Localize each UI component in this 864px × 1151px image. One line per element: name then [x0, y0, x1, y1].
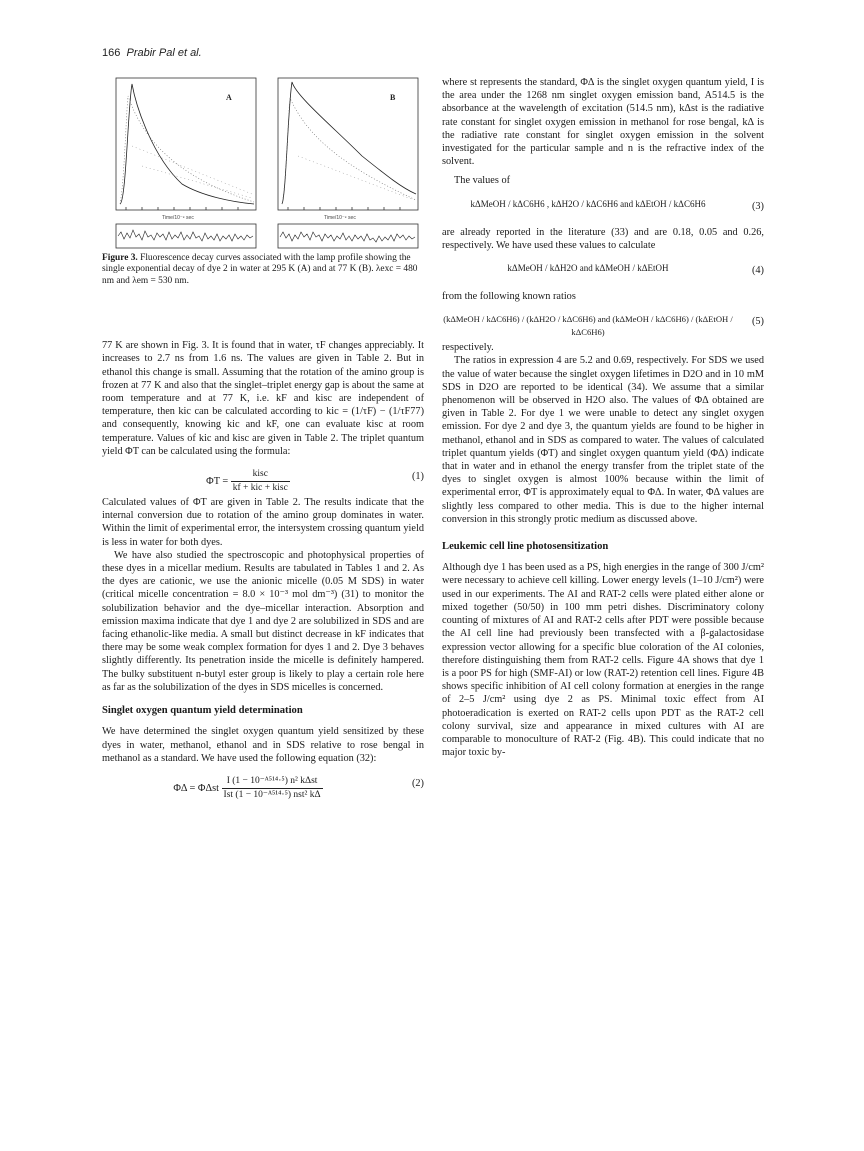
- eq2-lhs: ΦΔ = ΦΔst: [173, 782, 219, 794]
- eq4-body: kΔMeOH / kΔH2O and kΔMeOH / kΔEtOH: [507, 263, 669, 274]
- eq4-number: (4): [751, 265, 764, 277]
- paragraph: We have also studied the spectroscopic and photophysical properties of these dyes in a micellar medium. Results are tabulated in Tables 1 and 2. As the dyes are cationic, we use the anionic micelle (0.05 M SDS) in water (critical micelle concentration = 8.0 × 10⁻³ mol dm⁻³) (31) to monitor the solubilization behavior and the dye–micellar interaction. Absorption and emission maxima indicate that dye 1 and dye 2 are solubilized in SDS and are facing ethanolic-like media. A small but distinct decrease in kF indicates that there may be some weak complex formation for dyes 1 and 2. Dye 3 behaves slightly differently. Its penetration inside the micelle is definitely hampered. The bulky substituent n-butyl ester group is likely to play a certain role here as far as the solubilization of the dyes in SDS micelles is concerned.: [102, 549, 424, 693]
- paragraph: are already reported in the literature (33) and are 0.18, 0.05 and 0.26, respectively. We have used these values to calculate: [442, 226, 764, 251]
- section-heading: Leukemic cell line photosensitization: [442, 541, 609, 553]
- paragraph: Calculated values of ΦT are given in Table 2. The results indicate that the internal conversion due to rotation of the amino group dominates in water. Within the limit of experimental error, the intersystem crossing quantum yield is less in water for both dyes.: [102, 497, 424, 548]
- paragraph: The ratios in expression 4 are 5.2 and 0.69, respectively. For SDS we used the value of water because the singlet oxygen lifetimes in D2O and in 10 mM SDS in D2O are reported to be identical (34). We assume that a similar phenomenon will be observed in H2O also. The values of ΦΔ obtained are given in Table 2. For dye 1 we were unable to detect any singlet oxygen emission. For dye 2 and dye 3, the quantum yields are found to be higher in methanol, ethanol and in SDS as compared to water. The values of calculated triplet quantum yields (ΦT) and singlet oxygen quantum yield (ΦΔ) indicate that in water and in ethanol the energy transfer from the triplet state of the dyes to singlet oxygen is almost 100% because within the limit of experimental error, ΦT is approximately equal to ΦΔ. In water, ΦΔ values are slightly less compared to other media. This is due to the higher internal conversion in this strongly protic medium as discussed above.: [442, 355, 764, 525]
- running-header: [102, 47, 202, 59]
- page-number: 166: [102, 47, 121, 59]
- equation-4: [442, 256, 764, 286]
- eq1-denominator: kf + kic + kisc: [232, 483, 288, 494]
- decay-curves-graphic: [102, 76, 424, 251]
- left-column: [102, 76, 424, 803]
- paragraph: We have determined the singlet oxygen quantum yield sensitized by these dyes in water, methanol, ethanol and in SDS relative to rose bengal in methanol as a standard. We have used the following equation (32):: [102, 726, 424, 764]
- paragraph: Although dye 1 has been used as a PS, high energies in the range of 300 J/cm² were necessary to achieve cell killing. Lower energy levels (1–10 J/cm²) were used in our experiments. The AI and RAT-2 cells were plated either alone or mixed together (50/50) in 100 mm petri dishes. Discriminatory colony counting of mixtures of AI and RAT-2 cells after PDT were possible because the AI cell line had previously been transfected with a β-galactosidase expression vector allowing for a specific blue coloration of the AI colonies, therefore distinguishing them from RAT-2 cells. Figure 4A shows that dye 1 is a poor PS for high (SMF-AI) or low (RAT-2) retention cell lines. Figure 4B shows specific inhibition of AI cell colony formation at energies in the range of 2–5 J/cm² using dye 2 as PS. Minimal toxic effect from AI photoeradication is exerted on RAT-2 cells upon PDT as the RAT-2 cell colony survival, size and appearance in mixed cultures with AI are comparable to monoculture of RAT-2 (Fig. 4B). This could indicate that no major toxic by-: [442, 562, 764, 759]
- panel-b-label: B: [390, 93, 396, 102]
- eq5-number: (5): [751, 316, 764, 328]
- running-authors: Prabir Pal et al.: [126, 47, 202, 59]
- eq5-body: (kΔMeOH / kΔC6H6) / (kΔH2O / kΔC6H6) and (kΔMeOH / kΔC6H6) / (kΔEtOH / kΔC6H6): [443, 314, 733, 338]
- equation-2: [102, 769, 424, 799]
- eq1-lhs: ΦT =: [206, 476, 229, 488]
- paragraph: The values of: [454, 175, 511, 187]
- eq3-number: (3): [751, 200, 764, 212]
- panel-b-axis-label: Time/10⁻⁹ sec: [324, 215, 356, 221]
- caption-text: Fluorescence decay curves associated with the lamp profile showing the single exponential decay of dye 2 in water at 295 K (A) and at 77 K (B). λexc = 480 nm and λem = 530 nm.: [102, 253, 418, 286]
- caption-label: Figure 3.: [102, 253, 138, 263]
- eq2-fraction: [222, 775, 323, 802]
- paragraph: where st represents the standard, ΦΔ is the singlet oxygen quantum yield, I is the area under the 1268 nm singlet oxygen emission band, A514.5 is the absorbance at the wavelength of excitation (514.5 nm), kΔst is the radiative rate constant for singlet oxygen emission in methanol for rose bengal, kΔ is the radiative rate constant for singlet oxygen emission in the solvent investigated for the particular sample and n is the refractive index of the solvent.: [442, 77, 764, 168]
- eq2-numerator: I (1 − 10⁻ᴬ⁵¹⁴·⁵) n² kΔst: [222, 775, 323, 789]
- eq1-number: (1): [411, 471, 424, 483]
- equation-5: [442, 307, 764, 337]
- eq1-fraction: [231, 468, 290, 495]
- equation-1: [102, 462, 424, 492]
- eq3-body: kΔMeOH / kΔC6H6 , kΔH2O / kΔC6H6 and kΔEtOH / kΔC6H6: [470, 198, 706, 209]
- figure-caption: [102, 253, 424, 287]
- eq2-denominator: Ist (1 − 10⁻ᴬ⁵¹⁴·⁵) nst² kΔ: [223, 790, 321, 801]
- panel-a-label: A: [226, 93, 232, 102]
- equation-3: [442, 192, 764, 222]
- eq1-numerator: kisc: [231, 468, 290, 482]
- paragraph: 77 K are shown in Fig. 3. It is found that in water, τF changes appreciably. It increases to 2.7 ns from 1.6 ns. The values are given in Table 2. But in ethanol this change is small. Assuming that the rotation of the amino group is frozen at 77 K and also that the singlet–triplet energy gap is about the same at room temperature and at 77 K, i.e. kF and kisc are independent of temperature, then kic can be calculated according to kic = (1/τF) − (1/τF77) and consequently, knowing kic and kF, one can evaluate kisc at room temperature. Values of kic and kisc are given in Table 2. The triplet quantum yield ΦT can be calculated using the formula:: [102, 340, 424, 457]
- panel-a-plot: [116, 78, 256, 248]
- figure-3: [102, 76, 424, 251]
- eq2-number: (2): [411, 777, 424, 789]
- paragraph: respectively.: [442, 342, 494, 354]
- paragraph: from the following known ratios: [442, 291, 576, 303]
- panel-b-plot: [278, 78, 418, 248]
- right-column: [442, 76, 764, 759]
- section-heading: Singlet oxygen quantum yield determination: [102, 705, 303, 717]
- panel-a-axis-label: Time/10⁻⁹ sec: [162, 215, 194, 221]
